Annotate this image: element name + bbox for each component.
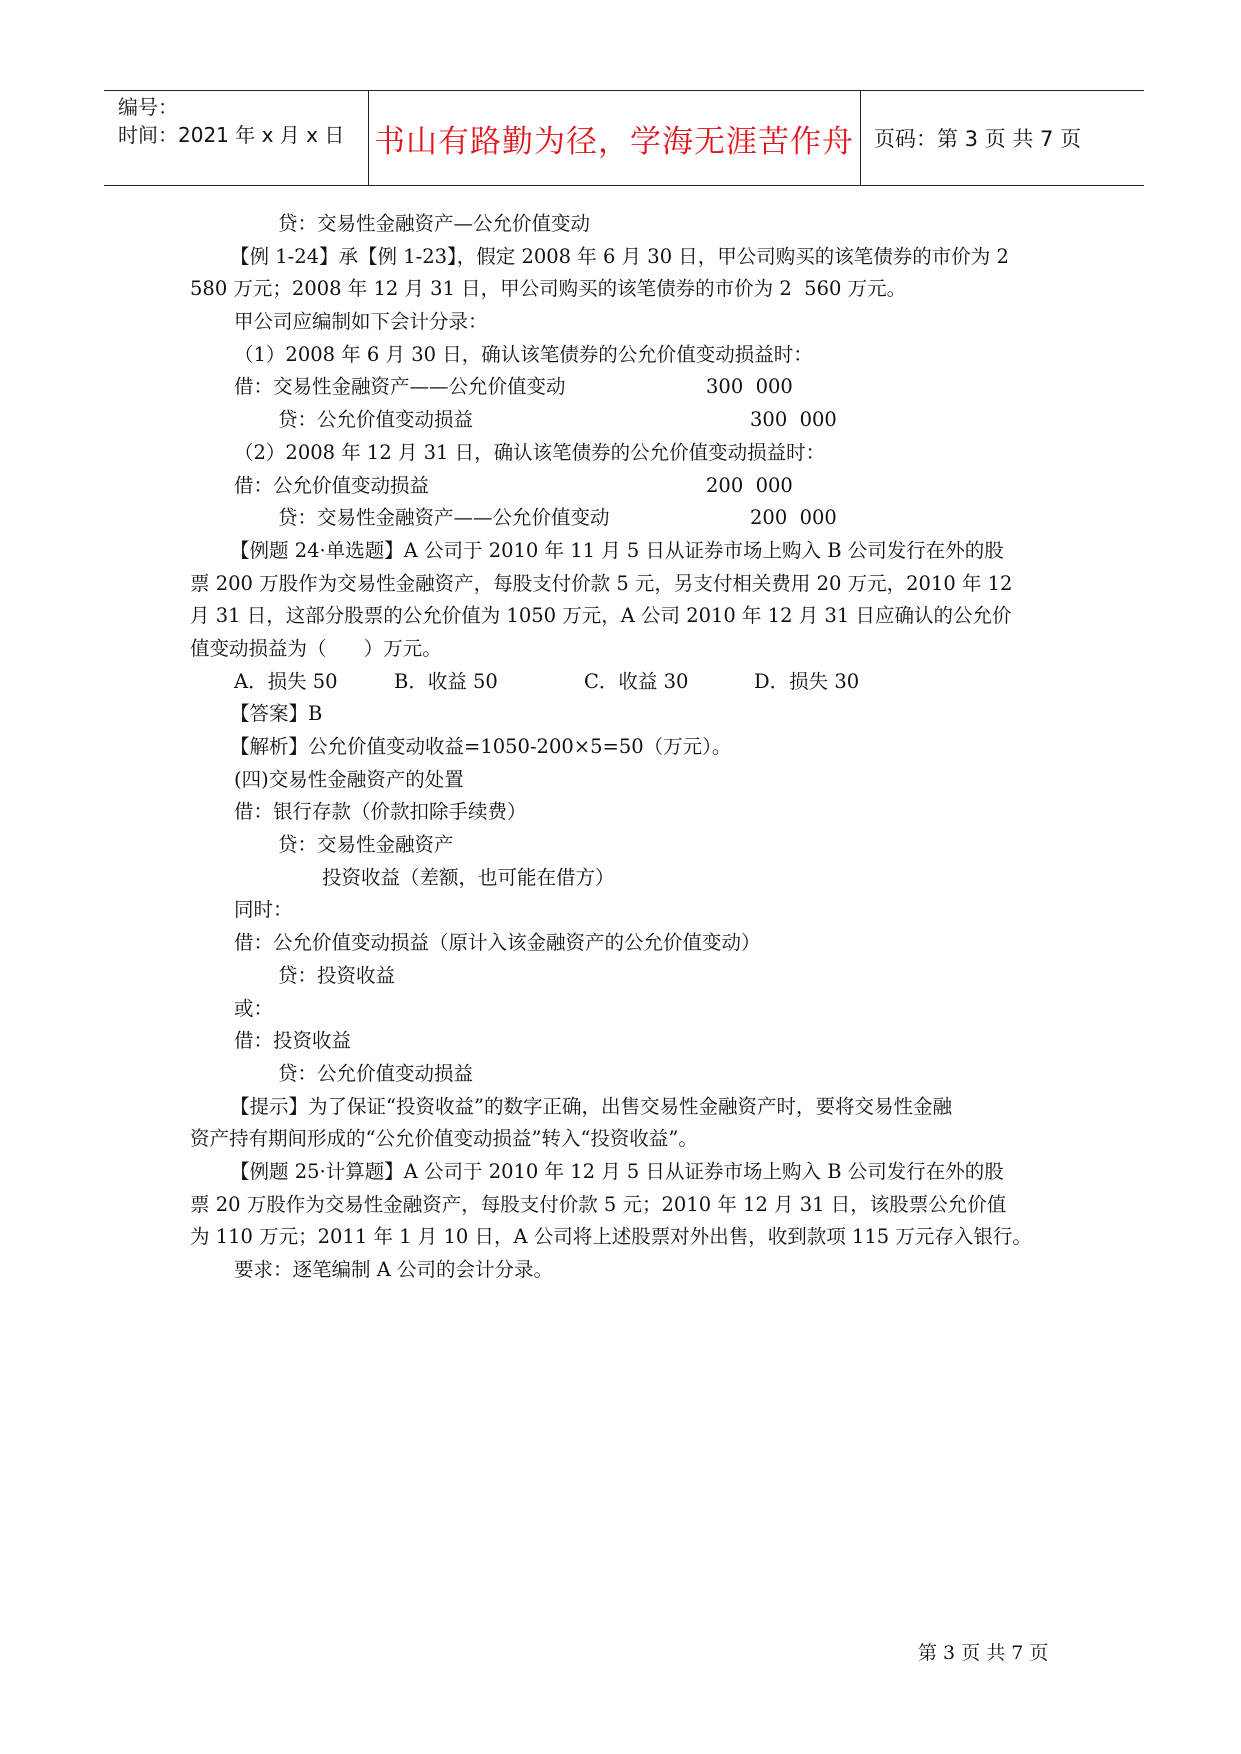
text-line: 贷：交易性金融资产 — [278, 833, 454, 857]
journal-entry-credit — [190, 404, 1060, 437]
section-heading: (四)交易性金融资产的处置 — [234, 767, 464, 791]
header-motto: 书山有路勤为径，学海无涯苦作舟 — [374, 123, 854, 160]
text-line: 贷：公允价值变动损益 — [278, 1061, 474, 1085]
text-line: 为 110 万元；2011 年 1 月 10 日，A 公司将上述股票对外出售，收到款项 115 万元存入银行。 — [190, 1225, 1032, 1249]
text-line: 票 20 万股作为交易性金融资产，每股支付价款 5 元；2010 年 12 月 31 日，该股票公允价值 — [190, 1192, 1007, 1216]
entry-account: 贷：交易性金融资产——公允价值变动 — [278, 506, 610, 530]
journal-entry-credit — [190, 502, 1060, 535]
text-line: 借：银行存款（价款扣除手续费） — [234, 800, 527, 824]
journal-entry-debit — [190, 470, 1060, 503]
text-line: 贷：交易性金融资产—公允价值变动 — [278, 212, 591, 235]
entry-account: 借：公允价值变动损益 — [234, 473, 430, 497]
text-line: 借：公允价值变动损益（原计入该金融资产的公允价值变动） — [234, 931, 761, 955]
document-body — [190, 208, 1060, 1287]
text-line: （2）2008 年 12 月 31 日，确认该笔债券的公允价值变动损益时： — [234, 440, 826, 464]
example-heading: 【例 1-24】承【例 1-23】，假定 2008 年 6 月 30 日，甲公司购买的该笔债券的市价为 2 — [230, 244, 1009, 268]
text-line: 甲公司应编制如下会计分录： — [234, 310, 488, 334]
entry-amount: 300 000 — [750, 408, 837, 432]
example-heading: 【例题 25·计算题】A 公司于 2010 年 12 月 5 日从证券市场上购入 B 公司发行在外的股 — [230, 1159, 1004, 1183]
entry-amount: 200 000 — [706, 473, 793, 497]
page-header — [104, 90, 1144, 186]
number-label: 编号： — [118, 95, 178, 119]
option-d: D．损失 30 — [754, 669, 860, 693]
option-a: A．损失 50 — [234, 669, 338, 693]
tip-line: 【提示】为了保证“投资收益”的数字正确，出售交易性金融资产时，要将交易性金融 — [230, 1094, 952, 1118]
text-line: 580 万元；2008 年 12 月 31 日，甲公司购买的该笔债券的市价为 2 560 万元。 — [190, 277, 907, 301]
answer-line: 【答案】B — [230, 702, 323, 726]
time-label: 时间：2021 年 x 月 x 日 — [118, 123, 345, 147]
text-line: 或： — [234, 996, 274, 1020]
page-footer: 第 3 页 共 7 页 — [918, 1642, 1049, 1664]
text-line: 月 31 日，这部分股票的公允价值为 1050 万元，A 公司 2010 年 12 月 31 日应确认的公允价 — [190, 604, 1012, 628]
text-line: 同时： — [234, 898, 293, 922]
text-line: 贷：投资收益 — [278, 963, 396, 987]
answer-options — [190, 666, 1060, 699]
text-line: （1）2008 年 6 月 30 日，确认该笔债券的公允价值变动损益时： — [234, 342, 813, 366]
text-line: 资产持有期间形成的“公允价值变动损益”转入“投资收益”。 — [190, 1127, 698, 1151]
analysis-line: 【解析】公允价值变动收益=1050-200×5=50（万元）。 — [230, 735, 732, 758]
text-line: 要求：逐笔编制 A 公司的会计分录。 — [234, 1258, 553, 1281]
entry-amount: 300 000 — [706, 375, 793, 399]
entry-amount: 200 000 — [750, 506, 837, 530]
header-page-label: 页码：第 3 页 共 7 页 — [874, 127, 1082, 151]
entry-account: 贷：公允价值变动损益 — [278, 408, 474, 432]
example-heading: 【例题 24·单选题】A 公司于 2010 年 11 月 5 日从证券市场上购入 B 公司发行在外的股 — [230, 538, 1004, 562]
text-line: 票 200 万股作为交易性金融资产，每股支付价款 5 元，另支付相关费用 20 万元，2010 年 12 — [190, 571, 1013, 595]
entry-account: 借：交易性金融资产——公允价值变动 — [234, 375, 566, 399]
header-meta — [118, 93, 344, 149]
text-line: 值变动损益为（ ）万元。 — [190, 636, 442, 660]
text-line: 投资收益（差额，也可能在借方） — [322, 865, 615, 889]
option-b: B．收益 50 — [394, 669, 498, 693]
text-line: 借：投资收益 — [234, 1029, 352, 1053]
option-c: C．收益 30 — [584, 669, 689, 693]
journal-entry-debit — [190, 371, 1060, 404]
